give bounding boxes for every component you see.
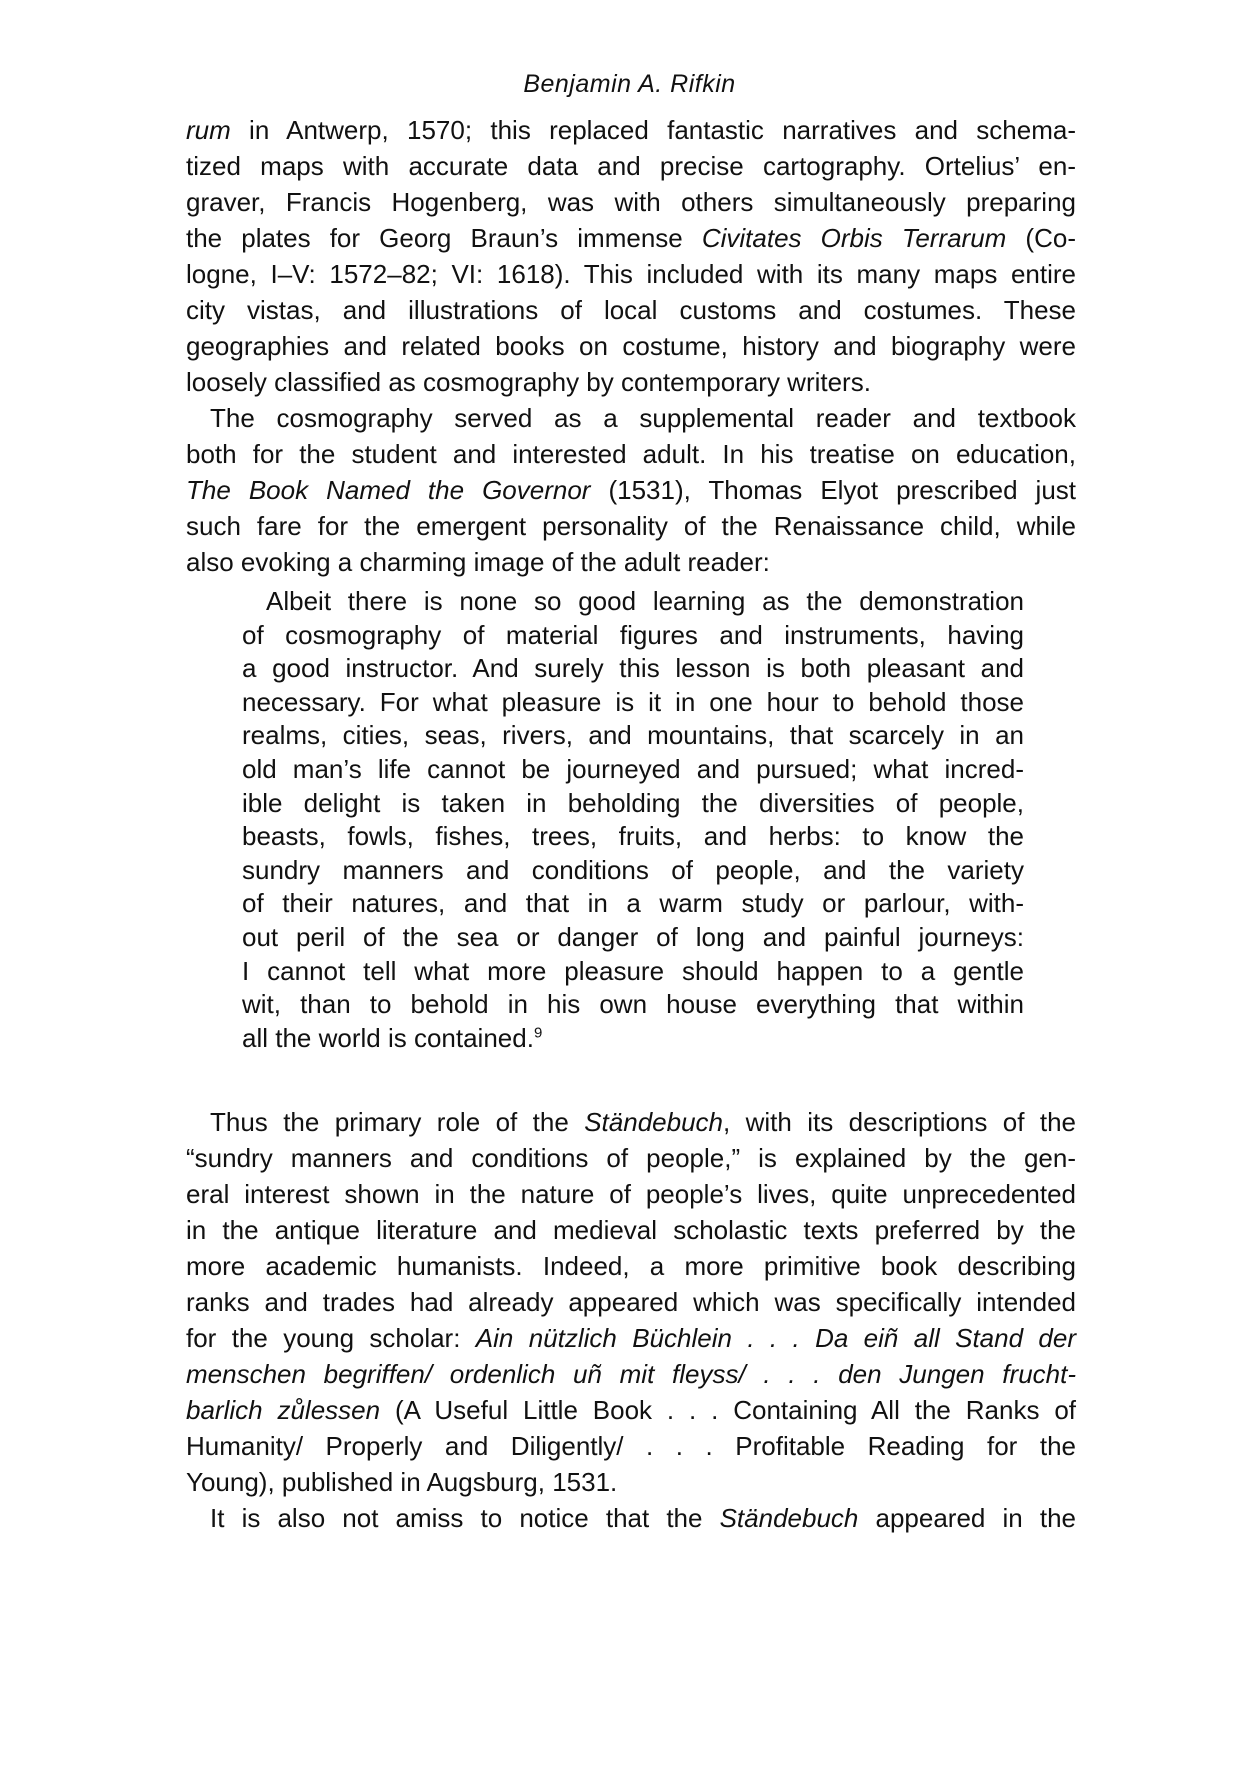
text-run: (A Useful Little Book . . . Containing All the Ranks of [380, 1395, 1077, 1425]
italic-text: menschen begriffen/ ordenlich uñ mit fleyss/ . . . den Jungen frucht- [186, 1359, 1076, 1389]
text-run: It is also not amiss to notice that the [210, 1503, 720, 1533]
text-line [186, 1284, 1076, 1320]
text-line [186, 184, 1076, 220]
text-run: eral interest shown in the nature of people’s lives, quite unprecedented [186, 1179, 1076, 1209]
text-run: Thus the primary role of the [210, 1107, 585, 1137]
italic-text: rum [186, 115, 231, 145]
text-line [186, 328, 1076, 364]
quote-line [242, 619, 1024, 653]
quote-line [242, 686, 1024, 720]
quote-line [242, 1022, 1024, 1056]
text-run: tized maps with accurate data and precise cartography. Ortelius’ en- [186, 151, 1076, 181]
quote-line [242, 955, 1024, 989]
text-run: graver, Francis Hogenberg, was with others simultaneously preparing [186, 187, 1076, 217]
text-line [186, 400, 1076, 436]
quote-line [242, 854, 1024, 888]
quote-line [242, 820, 1024, 854]
quote-line [242, 585, 1024, 619]
block-quote [242, 585, 1024, 1055]
text-line [186, 292, 1076, 328]
quote-line [242, 753, 1024, 787]
text-line [186, 148, 1076, 184]
paragraph-1 [186, 112, 1076, 400]
text-line [186, 220, 1076, 256]
text-run: beasts, fowls, fishes, trees, fruits, and herbs: to know the [242, 821, 1024, 852]
running-head: Benjamin A. Rifkin [523, 70, 736, 98]
text-run: out peril of the sea or danger of long and painful journeys: [242, 921, 1024, 952]
quote-line [242, 887, 1024, 921]
text-run: wit, than to behold in his own house everything that within [242, 989, 1024, 1020]
text-line [186, 1212, 1076, 1248]
text-line [186, 1248, 1076, 1284]
paragraph-2 [186, 400, 1076, 580]
text-line [186, 508, 1076, 544]
text-run: of cosmography of material figures and instruments, having [242, 619, 1024, 650]
text-line [186, 472, 1076, 508]
text-line [186, 1500, 1076, 1536]
italic-text: Ständebuch [584, 1107, 723, 1137]
text-run: the plates for Georg Braun’s immense [186, 223, 702, 253]
text-run: old man’s life cannot be journeyed and pursued; what incred- [242, 753, 1024, 784]
text-run: necessary. For what pleasure is it in one hour to behold those [242, 686, 1024, 717]
text-run: Young), published in Augsburg, 1531. [186, 1467, 618, 1497]
paragraph-4 [186, 1500, 1076, 1536]
text-run: of their natures, and that in a warm study or parlour, with- [242, 888, 1024, 919]
text-run: (Co- [1006, 223, 1076, 253]
text-line [186, 1320, 1076, 1356]
text-run: appeared in the [858, 1503, 1076, 1533]
text-run: such fare for the emergent personality of the Renaissance child, while [186, 511, 1076, 541]
footnote-marker: 9 [533, 1024, 543, 1042]
text-run: geographies and related books on costume, history and biography were [186, 331, 1076, 361]
text-run: logne, I–V: 1572–82; VI: 1618). This included with its many maps entire [186, 259, 1076, 289]
text-run: all the world is contained. [242, 1022, 534, 1053]
text-run: in the antique literature and medieval scholastic texts preferred by the [186, 1215, 1076, 1245]
text-run: Albeit there is none so good learning as the demonstration [266, 586, 1024, 616]
text-run: more academic humanists. Indeed, a more primitive book describing [186, 1251, 1076, 1281]
text-line [186, 1356, 1076, 1392]
italic-text: The Book Named the Governor [186, 475, 591, 505]
text-run: also evoking a charming image of the adult reader: [186, 547, 770, 577]
text-run: , with its descriptions of the [723, 1107, 1077, 1137]
text-run: ible delight is taken in beholding the diversities of people, [242, 787, 1024, 818]
text-run: sundry manners and conditions of people, and the variety [242, 854, 1024, 885]
text-run: both for the student and interested adult. In his treatise on education, [186, 439, 1076, 469]
text-line [186, 112, 1076, 148]
text-run: The cosmography served as a supplemental reader and textbook [210, 403, 1076, 433]
text-run: loosely classified as cosmography by contemporary writers. [186, 367, 871, 397]
paragraph-3 [186, 1104, 1076, 1500]
text-line [186, 1428, 1076, 1464]
text-line [186, 1140, 1076, 1176]
text-line [186, 1464, 1076, 1500]
text-line [186, 1104, 1076, 1140]
text-run: Humanity/ Properly and Diligently/ . . . Profitable Reading for the [186, 1431, 1076, 1461]
text-run: a good instructor. And surely this lesson is both pleasant and [242, 653, 1024, 684]
text-line [186, 364, 1076, 400]
text-line [186, 256, 1076, 292]
italic-text: Civitates Orbis Terrarum [701, 223, 1007, 253]
italic-text: Ain nützlich Büchlein . . . Da eiñ all Stand der [475, 1323, 1076, 1353]
text-run: ranks and trades had already appeared which was specifically intended [186, 1287, 1076, 1317]
italic-text: barlich zůlessen [186, 1395, 381, 1425]
quote-line [242, 988, 1024, 1022]
quote-line [242, 787, 1024, 821]
quote-line [242, 921, 1024, 955]
text-run: “sundry manners and conditions of people,” is explained by the gen- [186, 1143, 1076, 1173]
quote-line [242, 652, 1024, 686]
quote-line [242, 719, 1024, 753]
text-line [186, 544, 1076, 580]
text-run: I cannot tell what more pleasure should happen to a gentle [242, 955, 1024, 986]
italic-text: Ständebuch [719, 1503, 859, 1533]
text-line [186, 1392, 1076, 1428]
text-run: realms, cities, seas, rivers, and mountains, that scarcely in an [242, 720, 1024, 751]
text-run: (1531), Thomas Elyot prescribed just [590, 475, 1076, 505]
text-line [186, 1176, 1076, 1212]
text-line [186, 436, 1076, 472]
text-run: city vistas, and illustrations of local customs and costumes. These [186, 295, 1076, 325]
text-run: for the young scholar: [186, 1323, 476, 1353]
text-run: in Antwerp, 1570; this replaced fantastic narratives and schema- [230, 115, 1076, 145]
